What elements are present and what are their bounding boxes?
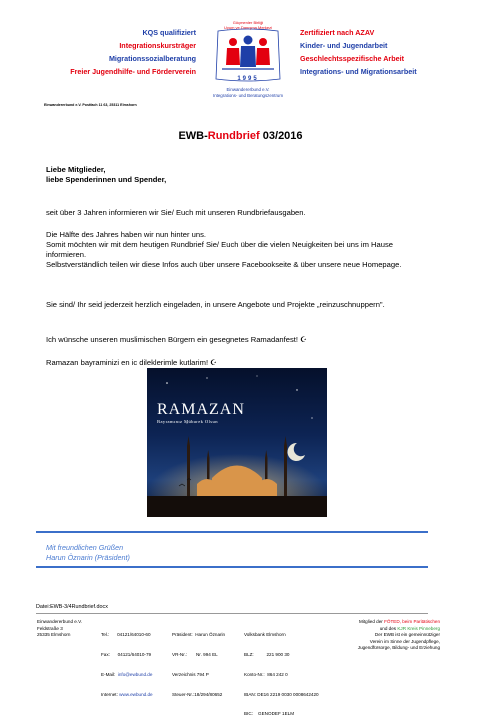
footer-col-address <box>37 619 82 639</box>
ramazan-image <box>147 368 327 517</box>
footer-line: BIC: GENODEF 1ELM <box>244 711 295 717</box>
image-title: RAMAZAN <box>157 401 245 418</box>
footer-line: Präsident: Harun Öznarin <box>172 632 226 638</box>
footer-col-registry <box>172 619 225 705</box>
header-left-line: Freier Jugendhilfe- und Förderverein <box>70 67 196 76</box>
footer-line: Volksbank Elmshorn <box>244 632 286 638</box>
footer-line: , beim Paritätischen <box>399 619 440 624</box>
footer-line: Jugendfürsorge, Bildung- und Erziehung <box>357 645 440 651</box>
signature-rule-bottom <box>36 566 428 568</box>
footer-line: Verzeichnis 794 P <box>172 671 209 677</box>
svg-text:Uyum ve Danışma Merkezi: Uyum ve Danışma Merkezi <box>223 25 273 30</box>
title-suffix: 03/2016 <box>259 130 303 142</box>
footer-line: Konto-Nr.: 864 242 0 <box>244 671 288 677</box>
logo-name: Einwandererbund e.V. <box>226 87 270 92</box>
file-name: Datei:EWB-3/4Rundbrief.docx <box>36 604 108 610</box>
logo-subtitle: Integrations- und Beratungszentrum <box>212 92 284 98</box>
signature-rule-top <box>36 531 428 533</box>
footer-line: IBAN: DE16 2219 0030 0008642420 <box>244 691 319 697</box>
footer-line: und des <box>379 625 398 631</box>
header-right-line: Geschlechtsspezifische Arbeit <box>300 54 404 63</box>
header-left-line: KQS qualifiziert <box>142 28 196 37</box>
greeting-line: liebe Spenderinnen und Spender, <box>46 175 167 184</box>
footer-col-membership <box>330 619 440 652</box>
footer-divider <box>36 613 428 614</box>
foted-label: FÖTED <box>384 619 400 624</box>
footer-line: Internet: <box>101 691 120 697</box>
footer-line: Feldstraße 3 <box>37 625 63 631</box>
footer-line: Der EWB ist ein gemeinnütziger <box>374 632 440 638</box>
signer: Harun Öznarin (Präsident) <box>46 553 130 562</box>
footer-line: Steuer-Nr.:18/294/80652 <box>172 691 223 697</box>
paragraph: Ramazan bayraminizi en ic dileklerimle kutlarim! ☪ <box>46 358 217 367</box>
footer-line: Verein im Sinne der Jugendpflege, <box>369 638 440 644</box>
paragraph: Sie sind/ Ihr seid jederzeit herzlich eingeladen, in unsere Angebote und Projekte „reinzuschnuppern". <box>46 300 385 309</box>
header-right-line: Zertifiziert nach AZAV <box>300 28 375 37</box>
footer-col-contact <box>101 619 153 705</box>
sender-address: Einwandererbund e.V. Postfach 11 63, 25311 Elmshorn <box>44 103 137 107</box>
title-highlight: Rundbrief <box>207 130 260 142</box>
svg-text:Göçmenler Birliği: Göçmenler Birliği <box>232 20 264 25</box>
website-link[interactable]: www.ewbund.de <box>119 691 153 697</box>
page-title <box>0 130 481 142</box>
header-right <box>300 26 470 78</box>
signature <box>46 543 130 563</box>
mosque-illustration <box>147 368 327 517</box>
svg-text:1995: 1995 <box>237 76 259 82</box>
footer-line: Einwandererbund e.V. <box>37 619 83 624</box>
header-right-line: Kinder- und Jugendarbeit <box>300 41 388 50</box>
closing: Mit freundlichen Grüßen <box>46 543 124 552</box>
paragraph: Ich wünsche unseren muslimischen Bürgern ein gesegnetes Ramadanfest! ☪ <box>46 335 307 344</box>
greeting-line: Liebe Mitglieder, <box>46 165 106 174</box>
footer-line: Fax: 04121/64010-79 <box>101 651 152 657</box>
paragraph: seit über 3 Jahren informieren wir Sie/ Euch mit unseren Rundbriefausgaben. <box>46 208 306 217</box>
paragraph: Die Hälfte des Jahres haben wir nun hinter uns. Somit möchten wir mit dem heutigen Rundbrief Sie/ Euch über die vielen Neuigkeiten bei uns im Hause informieren. Selbstverständlich teilen wir diese Infos auch über unsere Facebookseite & über unsere neue Homepage. <box>46 230 402 269</box>
footer-line: BLZ: 221 900 30 <box>244 651 290 657</box>
greeting <box>46 165 431 185</box>
header-left-line: Integrationskursträger <box>119 41 196 50</box>
footer-col-bank <box>244 619 319 725</box>
image-subtitle: Bayramınız Mübarek Olsun <box>157 419 218 424</box>
footer-line: Mitglied der <box>359 619 385 624</box>
footer-line: Tel.: 04121/64010-60 <box>101 632 151 638</box>
footer-line: 25335 Elmshorn <box>37 632 71 638</box>
header-left <box>36 26 196 78</box>
title-prefix: EWB- <box>178 130 208 142</box>
header-right-line: Integrations- und Migrationsarbeit <box>300 67 417 76</box>
kjr-label: KJR Kreis Pinneberg <box>397 625 440 631</box>
footer-line: E-Mail: <box>101 671 118 677</box>
email-link[interactable]: info@ewbund.de <box>117 671 153 677</box>
footer-line: VR-Nr.: Nr. 994 EL <box>172 651 218 657</box>
header-left-line: Migrationssozialberatung <box>108 54 196 63</box>
logo <box>200 17 296 105</box>
